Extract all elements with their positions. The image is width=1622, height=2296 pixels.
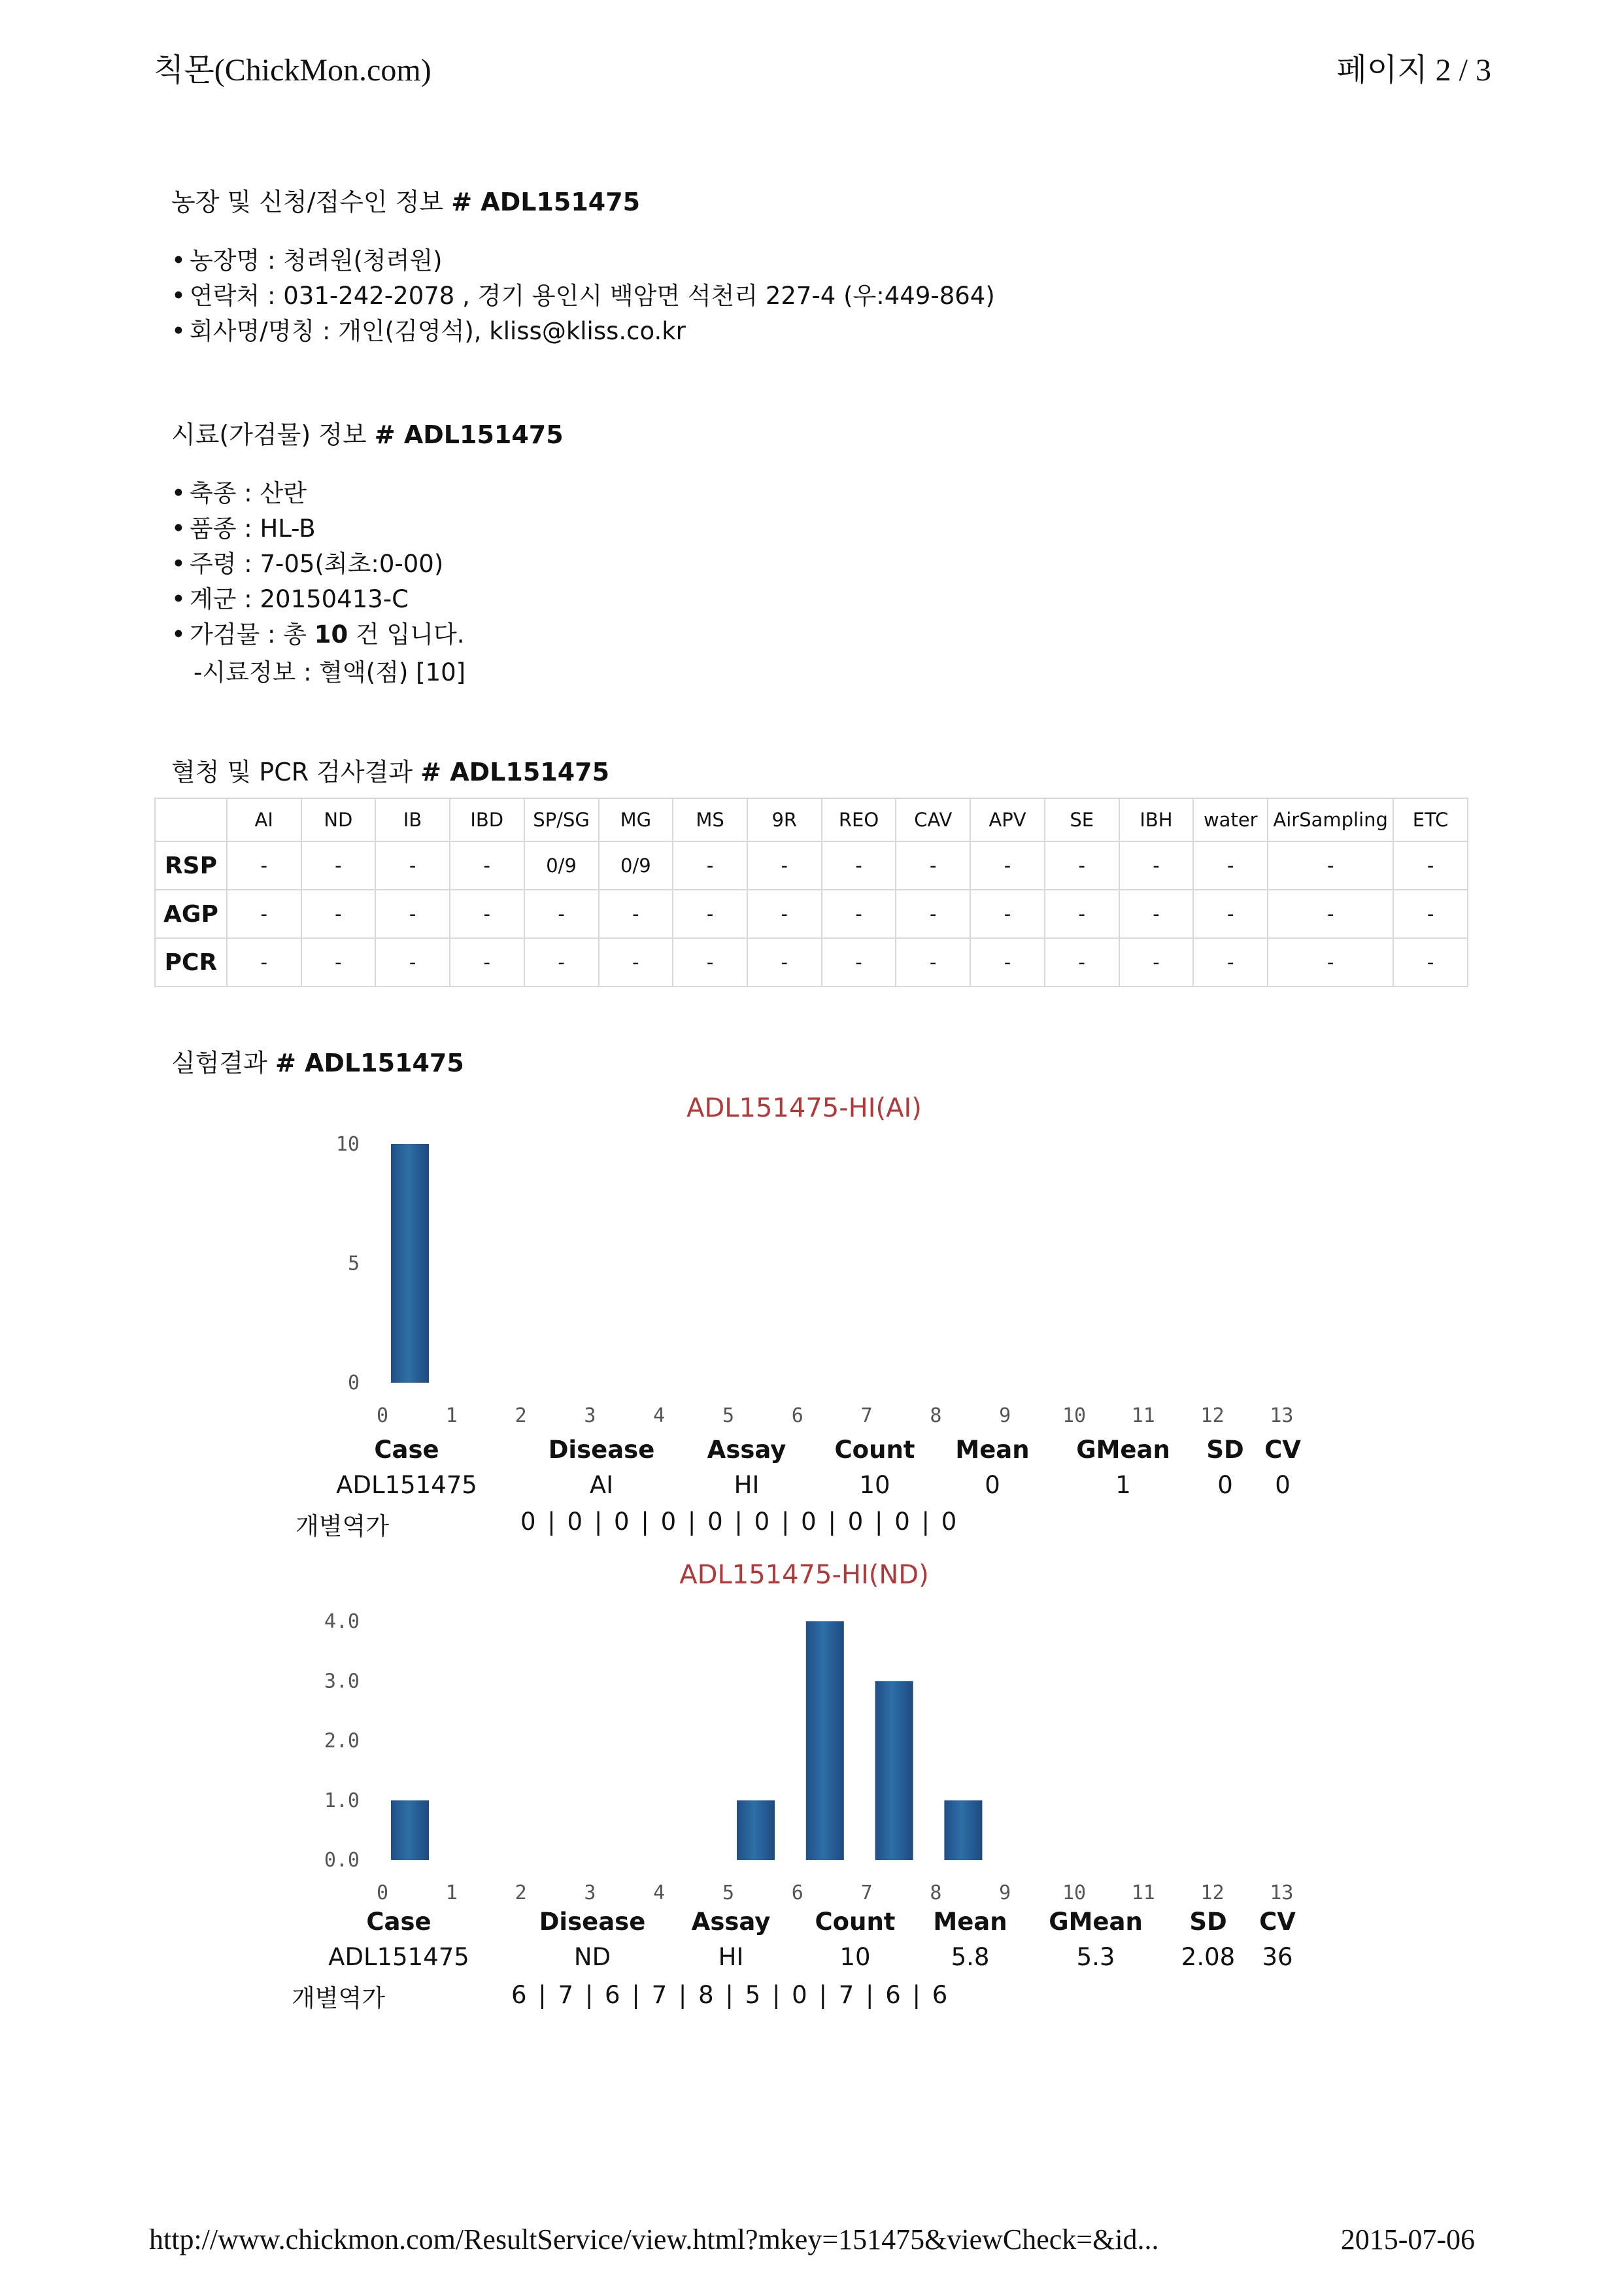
- test-section-title: [171, 752, 609, 788]
- farm-name-value: 청려원(청려원): [283, 246, 443, 275]
- stat-value-assay: HI: [718, 1943, 744, 1971]
- table-cell: -: [1045, 938, 1119, 987]
- table-cell: -: [970, 841, 1045, 890]
- table-row-pcr: [155, 938, 1468, 987]
- page-indicator: 페이지 2 / 3: [1336, 53, 1491, 88]
- row-header: PCR: [155, 938, 227, 987]
- table-cell: 0/9: [599, 841, 673, 890]
- table-cell: -: [375, 841, 450, 890]
- table-cell: -: [524, 938, 599, 987]
- column-header-ibd: IBD: [450, 798, 524, 841]
- table-cell: -: [747, 938, 822, 987]
- table-cell: -: [896, 841, 970, 890]
- stat-header-count: Count: [834, 1436, 915, 1464]
- y-tick-label: 0.0: [324, 1849, 360, 1872]
- table-cell: -: [822, 938, 896, 987]
- bar: [391, 1800, 429, 1860]
- x-tick-label: 1: [445, 1882, 458, 1904]
- table-cell: -: [1268, 938, 1393, 987]
- bullet-icon: •: [171, 550, 186, 578]
- x-tick-label: 10: [1062, 1404, 1087, 1427]
- ai-individual-label: 개별역가: [296, 1512, 389, 1540]
- table-cell: -: [747, 841, 822, 890]
- table-header-row: [155, 798, 1468, 841]
- x-tick-label: 8: [930, 1404, 942, 1427]
- x-tick-label: 9: [999, 1882, 1011, 1904]
- nd-individual-label: 개별역가: [292, 1984, 385, 2012]
- table-cell: -: [301, 890, 376, 938]
- species-label: 축종: [190, 479, 237, 507]
- nd-stat-value-row: [0, 1943, 1622, 1976]
- y-tick-label: 3.0: [324, 1670, 360, 1693]
- column-header-airsampling: AirSampling: [1268, 798, 1393, 841]
- column-header-ms: MS: [673, 798, 747, 841]
- stat-header-cv: CV: [1264, 1436, 1301, 1464]
- sample-sub-info: -시료정보 : 혈액(점) [10]: [194, 658, 466, 686]
- column-header-mg: MG: [599, 798, 673, 841]
- stat-value-count: 10: [859, 1471, 890, 1499]
- table-cell: -: [1393, 938, 1468, 987]
- stat-value-case: ADL151475: [328, 1943, 469, 1971]
- x-tick-label: 7: [860, 1882, 873, 1904]
- x-tick-label: 13: [1270, 1404, 1294, 1427]
- bar: [391, 1144, 429, 1383]
- stat-header-count: Count: [815, 1908, 896, 1936]
- bar: [944, 1800, 982, 1860]
- x-tick-label: 2: [515, 1404, 527, 1427]
- count-value: 10: [314, 620, 348, 649]
- count-prefix: 가검물 : 총: [190, 620, 307, 649]
- ai-stat-value-row: [0, 1471, 1622, 1504]
- column-header-sp-sg: SP/SG: [524, 798, 599, 841]
- x-tick-label: 6: [791, 1882, 803, 1904]
- table-cell: -: [673, 841, 747, 890]
- sample-section-title: [171, 414, 564, 450]
- table-cell: -: [896, 890, 970, 938]
- y-tick-label: 5: [347, 1252, 360, 1275]
- flock-value: 20150413-C: [260, 585, 409, 613]
- stat-value-gmean: 5.3: [1076, 1943, 1115, 1971]
- stat-value-count: 10: [839, 1943, 871, 1971]
- x-tick-label: 5: [722, 1882, 735, 1904]
- nd-individual-values: 6 | 7 | 6 | 7 | 8 | 5 | 0 | 7 | 6 | 6: [511, 1981, 950, 2009]
- table-cell: -: [524, 890, 599, 938]
- breed-value: HL-B: [260, 515, 316, 543]
- y-tick-label: 10: [335, 1133, 360, 1156]
- stat-header-mean: Mean: [933, 1908, 1007, 1936]
- stat-value-sd: 0: [1217, 1471, 1233, 1499]
- table-cell: 0/9: [524, 841, 599, 890]
- column-header-se: SE: [1045, 798, 1119, 841]
- sample-info-item: • 축종 : 산란: [171, 476, 465, 511]
- column-header-ibh: IBH: [1119, 798, 1194, 841]
- stat-value-disease: AI: [589, 1471, 614, 1499]
- company-value: 개인(김영석), kliss@kliss.co.kr: [338, 317, 686, 345]
- stat-value-disease: ND: [573, 1943, 611, 1971]
- y-tick-label: 4.0: [324, 1610, 360, 1633]
- table-cell: -: [1193, 938, 1268, 987]
- site-title: 칙몬(ChickMon.com): [154, 53, 431, 88]
- stat-header-case: Case: [374, 1436, 439, 1464]
- table-cell: -: [450, 938, 524, 987]
- table-cell: -: [301, 841, 376, 890]
- table-cell: -: [1193, 841, 1268, 890]
- table-cell: -: [227, 938, 301, 987]
- stat-header-disease: Disease: [539, 1908, 646, 1936]
- bar: [737, 1800, 775, 1860]
- x-tick-label: 2: [515, 1882, 527, 1904]
- table-cell: -: [227, 890, 301, 938]
- stat-header-sd: SD: [1206, 1436, 1244, 1464]
- sample-info-item: • 품종 : HL-B: [171, 511, 465, 547]
- contact-value: 031-242-2078 , 경기 용인시 백암면 석천리 227-4 (우:449-864): [283, 282, 995, 310]
- x-tick-label: 7: [860, 1404, 873, 1427]
- x-tick-label: 3: [584, 1882, 596, 1904]
- table-cell: -: [450, 841, 524, 890]
- table-cell: -: [673, 890, 747, 938]
- table-cell: -: [599, 938, 673, 987]
- farm-info-item: • 연락처 : 031-242-2078 , 경기 용인시 백암면 석천리 227-4 (우:449-864): [171, 279, 995, 314]
- table-cell: -: [1268, 841, 1393, 890]
- company-label: 회사명/명칭: [190, 317, 315, 345]
- footer-url[interactable]: http://www.chickmon.com/ResultService/view.html?mkey=151475&viewCheck=&id...: [149, 2223, 1159, 2255]
- x-tick-label: 11: [1131, 1882, 1155, 1904]
- contact-label: 연락처: [190, 282, 260, 310]
- bullet-icon: •: [171, 620, 186, 649]
- ai-individual-values: 0 | 0 | 0 | 0 | 0 | 0 | 0 | 0 | 0 | 0: [520, 1508, 959, 1536]
- bullet-icon: •: [171, 282, 186, 310]
- stat-header-assay: Assay: [691, 1908, 771, 1936]
- chart-title: ADL151475-HI(AI): [686, 1093, 922, 1123]
- test-results-table: [154, 798, 1468, 987]
- table-cell: -: [1193, 890, 1268, 938]
- column-header-9r: 9R: [747, 798, 822, 841]
- table-cell: -: [1119, 938, 1194, 987]
- table-cell: -: [1393, 841, 1468, 890]
- stat-value-mean: 0: [985, 1471, 1000, 1499]
- row-header: AGP: [155, 890, 227, 938]
- test-section-label: 혈청 및 PCR 검사결과: [171, 758, 413, 786]
- age-label: 주령: [190, 550, 237, 578]
- column-header-ib: IB: [375, 798, 450, 841]
- table-cell: -: [1119, 841, 1194, 890]
- x-tick-label: 4: [653, 1404, 666, 1427]
- table-corner-cell: [155, 798, 227, 841]
- table-cell: -: [375, 890, 450, 938]
- stat-header-mean: Mean: [955, 1436, 1030, 1464]
- experiment-section-label: 실험결과: [171, 1049, 267, 1077]
- column-header-apv: APV: [970, 798, 1045, 841]
- stat-header-cv: CV: [1259, 1908, 1296, 1936]
- x-tick-label: 0: [376, 1882, 389, 1904]
- bullet-icon: •: [171, 317, 186, 345]
- x-tick-label: 12: [1200, 1404, 1225, 1427]
- farm-info-item: • 회사명/명칭 : 개인(김영석), kliss@kliss.co.kr: [171, 314, 995, 349]
- x-tick-label: 6: [791, 1404, 803, 1427]
- table-cell: -: [822, 841, 896, 890]
- y-tick-label: 0: [347, 1372, 360, 1394]
- x-tick-label: 1: [445, 1404, 458, 1427]
- farm-info-list: [171, 243, 995, 349]
- x-tick-label: 4: [653, 1882, 666, 1904]
- table-cell: -: [301, 938, 376, 987]
- flock-label: 계군: [190, 585, 237, 613]
- bullet-icon: •: [171, 246, 186, 275]
- y-tick-label: 1.0: [324, 1789, 360, 1812]
- experiment-section-title: [171, 1043, 464, 1079]
- column-header-etc: ETC: [1393, 798, 1468, 841]
- sample-section-id: # ADL151475: [374, 420, 564, 449]
- stat-header-gmean: GMean: [1076, 1436, 1170, 1464]
- farm-section-id: # ADL151475: [451, 188, 641, 216]
- stat-header-sd: SD: [1189, 1908, 1227, 1936]
- count-suffix: 건 입니다.: [356, 620, 465, 649]
- experiment-section-id: # ADL151475: [275, 1049, 464, 1077]
- x-tick-label: 13: [1270, 1882, 1294, 1904]
- column-header-ai: AI: [227, 798, 301, 841]
- bullet-icon: •: [171, 479, 186, 507]
- x-tick-label: 11: [1131, 1404, 1155, 1427]
- x-tick-label: 8: [930, 1882, 942, 1904]
- stat-value-cv: 0: [1275, 1471, 1291, 1499]
- stat-header-case: Case: [366, 1908, 431, 1936]
- table-cell: -: [747, 890, 822, 938]
- x-tick-label: 0: [376, 1404, 389, 1427]
- table-cell: -: [375, 938, 450, 987]
- column-header-cav: CAV: [896, 798, 970, 841]
- table-cell: -: [970, 938, 1045, 987]
- sample-section-label: 시료(가검물) 정보: [171, 420, 367, 449]
- x-tick-label: 10: [1062, 1882, 1087, 1904]
- sample-info-list: [171, 476, 465, 652]
- sample-info-item: • 계군 : 20150413-C: [171, 582, 465, 617]
- y-tick-label: 2.0: [324, 1729, 360, 1753]
- table-cell: -: [673, 938, 747, 987]
- farm-name-label: 농장명: [190, 246, 260, 275]
- sample-info-item: [171, 617, 465, 652]
- table-cell: -: [1119, 890, 1194, 938]
- farm-info-item: • 농장명 : 청려원(청려원): [171, 243, 995, 279]
- column-header-water: water: [1193, 798, 1268, 841]
- table-cell: -: [1393, 890, 1468, 938]
- bullet-icon: •: [171, 515, 186, 543]
- column-header-reo: REO: [822, 798, 896, 841]
- x-tick-label: 9: [999, 1404, 1011, 1427]
- breed-label: 품종: [190, 515, 237, 543]
- bar: [806, 1621, 844, 1860]
- x-tick-label: 12: [1200, 1882, 1225, 1904]
- stat-value-sd: 2.08: [1181, 1943, 1236, 1971]
- species-value: 산란: [260, 479, 307, 507]
- stat-header-assay: Assay: [707, 1436, 786, 1464]
- table-cell: -: [970, 890, 1045, 938]
- stat-header-gmean: GMean: [1049, 1908, 1143, 1936]
- bar: [875, 1681, 913, 1860]
- sample-info-item: • 주령 : 7-05(최초:0-00): [171, 547, 465, 582]
- stat-value-case: ADL151475: [336, 1471, 477, 1499]
- stat-value-assay: HI: [734, 1471, 760, 1499]
- nd-stat-header-row: [0, 1908, 1622, 1940]
- farm-section-label: 농장 및 신청/접수인 정보: [171, 188, 444, 216]
- bullet-icon: •: [171, 585, 186, 613]
- stat-value-cv: 36: [1262, 1943, 1293, 1971]
- table-cell: -: [1045, 841, 1119, 890]
- ai-hi-chart: [288, 1085, 1347, 1451]
- stat-value-mean: 5.8: [951, 1943, 990, 1971]
- nd-hi-chart: [288, 1556, 1347, 1922]
- table-cell: -: [896, 938, 970, 987]
- table-cell: -: [599, 890, 673, 938]
- table-cell: -: [450, 890, 524, 938]
- ai-stat-header-row: [0, 1436, 1622, 1468]
- test-section-id: # ADL151475: [420, 758, 610, 786]
- table-row-rsp: [155, 841, 1468, 890]
- x-tick-label: 5: [722, 1404, 735, 1427]
- table-cell: -: [227, 841, 301, 890]
- table-cell: -: [1268, 890, 1393, 938]
- age-value: 7-05(최초:0-00): [260, 550, 444, 578]
- footer-date: 2015-07-06: [1340, 2223, 1475, 2255]
- row-header: RSP: [155, 841, 227, 890]
- table-cell: -: [822, 890, 896, 938]
- table-row-agp: [155, 890, 1468, 938]
- chart-title: ADL151475-HI(ND): [679, 1560, 929, 1590]
- x-tick-label: 3: [584, 1404, 596, 1427]
- table-cell: -: [1045, 890, 1119, 938]
- column-header-nd: ND: [301, 798, 376, 841]
- stat-header-disease: Disease: [548, 1436, 655, 1464]
- farm-section-title: [171, 182, 640, 218]
- stat-value-gmean: 1: [1115, 1471, 1131, 1499]
